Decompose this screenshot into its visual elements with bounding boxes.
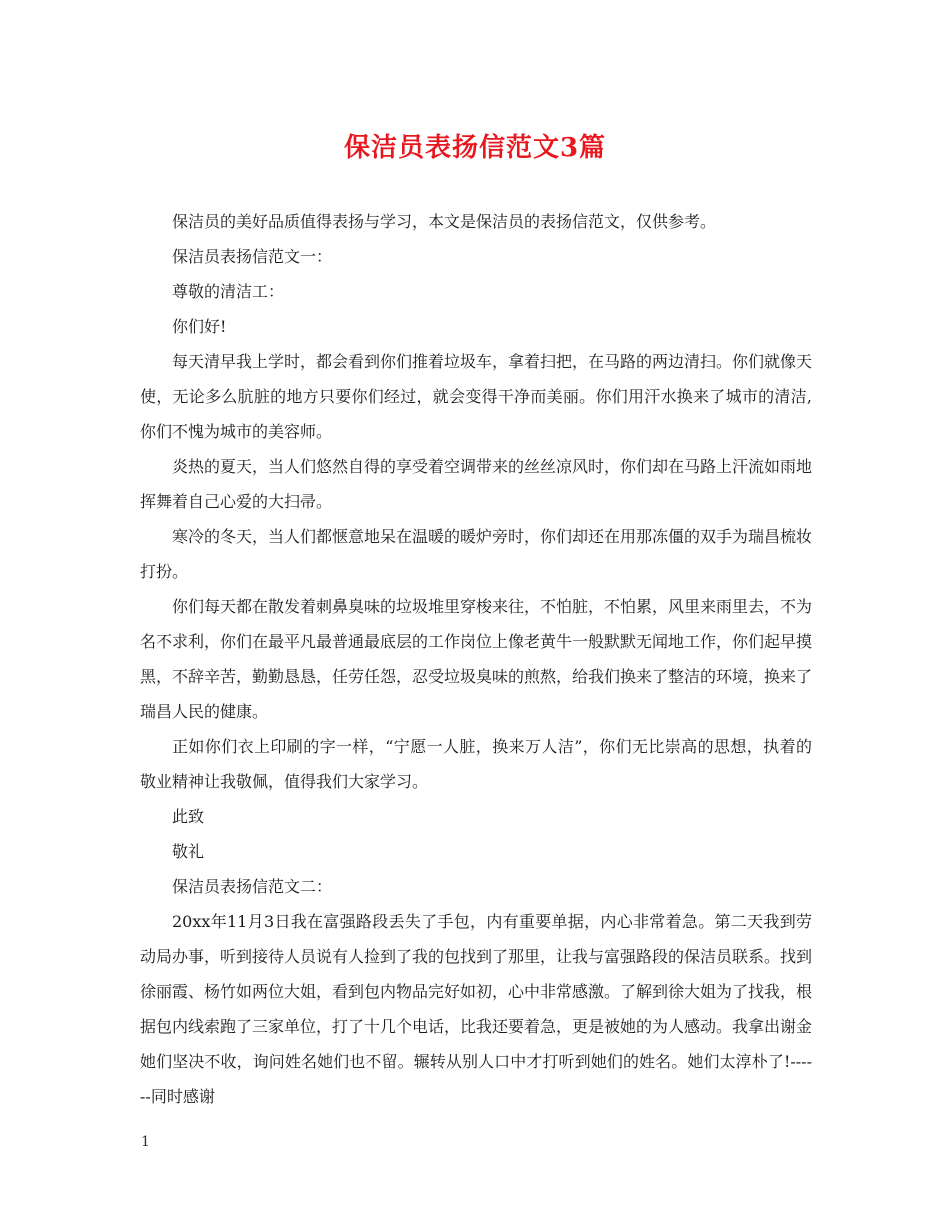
paragraph: 每天清早我上学时，都会看到你们推着垃圾车，拿着扫把，在马路的两边清扫。你们就像天使，无论多么肮脏的地方只要你们经过，就会变得干净而美丽。你们用汗水换来了城市的清洁,你们不愧为城市的美容师。 [140, 352, 813, 441]
closing-salute: 敬礼 [172, 842, 205, 861]
document-title: 保洁员表扬信范文3篇 [343, 133, 607, 163]
paragraph: 你们每天都在散发着刺鼻臭味的垃圾堆里穿梭来往，不怕脏，不怕累，风里来雨里去，不为名不求利，你们在最平凡最普通最底层的工作岗位上像老黄牛一般默默无闻地工作，你们起早摸黑，不辞辛苦，勤勤恳恳，任劳任怨，忍受垃圾臭味的煎熬，给我们换来了整洁的环境，换来了瑞昌人民的健康。 [140, 597, 813, 721]
document-body [140, 204, 812, 1114]
greeting: 你们好! [172, 317, 227, 336]
section-heading-2: 保洁员表扬信范文二： [172, 877, 333, 896]
paragraph: 寒冷的冬天，当人们都惬意地呆在温暖的暖炉旁时，你们却还在用那冻僵的双手为瑞昌梳妆打扮。 [140, 527, 813, 581]
closing-line: 此致 [172, 807, 205, 826]
page-number: 1 [141, 1134, 150, 1150]
paragraph: 炎热的夏天，当人们悠然自得的享受着空调带来的丝丝凉风时，你们却在马路上汗流如雨地挥舞着自己心爱的大扫帚。 [140, 457, 813, 511]
paragraph: 正如你们衣上印刷的字一样，“宁愿一人脏，换来万人洁”，你们无比崇高的思想，执着的敬业精神让我敬佩，值得我们大家学习。 [140, 737, 812, 791]
section-heading-1: 保洁员表扬信范文一： [172, 247, 333, 266]
salutation: 尊敬的清洁工： [172, 282, 285, 301]
paragraph: 20xx年11月3日我在富强路段丢失了手包，内有重要单据，内心非常着急。第二天我到劳动局办事，听到接待人员说有人捡到了我的包找到了那里，让我与富强路段的保洁员联系。找到徐丽霞、杨竹如两位大姐，看到包内物品完好如初，心中非常感激。了解到徐大姐为了找我，根据包内线索跑了三家单位，打了十几个电话，比我还要着急，更是被她的为人感动。我拿出谢金她们坚决不收，询问姓名她们也不留。辗转从别人口中才打听到她们的姓名。她们太淳朴了!------同时感谢 [140, 912, 813, 1106]
paragraph-intro: 保洁员的美好品质值得表扬与学习，本文是保洁员的表扬信范文，仅供参考。 [172, 212, 717, 231]
